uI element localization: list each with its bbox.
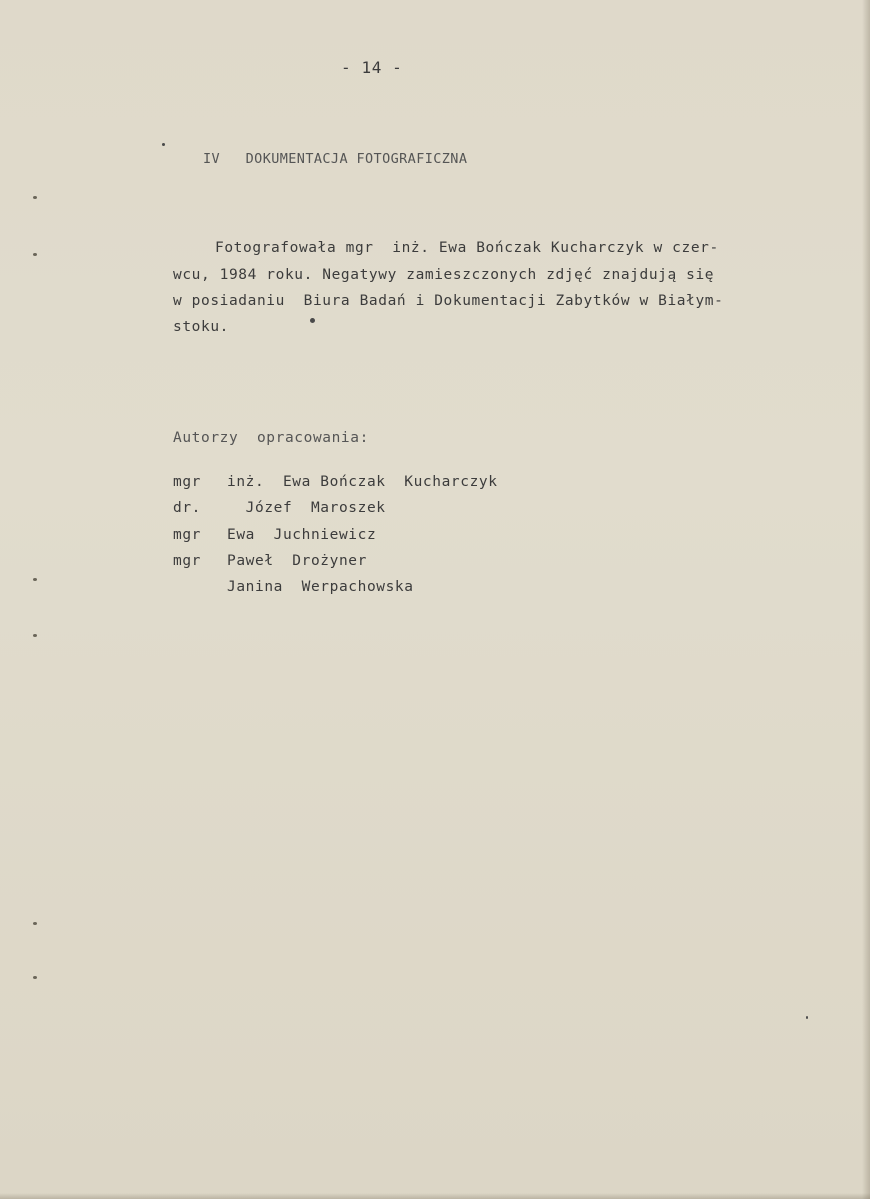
author-name: Józef Maroszek xyxy=(227,500,386,516)
ink-speck xyxy=(310,318,315,323)
author-title: dr. xyxy=(173,500,201,516)
author-title: mgr xyxy=(173,553,201,569)
paragraph-line: wcu, 1984 roku. Negatywy zamieszczonych zdjęć znajdują się xyxy=(173,267,715,283)
section-title: IV DOKUMENTACJA FOTOGRAFICZNA xyxy=(203,151,468,167)
binding-hole-mark xyxy=(33,922,37,925)
author-row xyxy=(173,474,498,490)
authors-heading: Autorzy opracowania: xyxy=(173,430,369,446)
binding-hole-mark xyxy=(33,976,37,979)
binding-hole-mark xyxy=(33,634,37,637)
paragraph-line: w posiadaniu Biura Badań i Dokumentacji Zabytków w Białym- xyxy=(173,293,724,309)
ink-speck xyxy=(162,143,165,146)
author-name: Paweł Drożyner xyxy=(227,553,367,569)
author-name: Janina Werpachowska xyxy=(227,579,414,595)
author-title: mgr xyxy=(173,474,201,490)
paragraph-line: Fotografowała mgr inż. Ewa Bończak Kucharczyk w czer- xyxy=(215,240,719,256)
page-number: - 14 - xyxy=(341,58,403,77)
binding-hole-mark xyxy=(33,196,37,199)
author-title: mgr xyxy=(173,527,201,543)
author-row xyxy=(173,527,376,543)
binding-hole-mark xyxy=(33,253,37,256)
binding-hole-mark xyxy=(33,578,37,581)
author-row xyxy=(173,579,414,595)
author-name: Ewa Juchniewicz xyxy=(227,527,377,543)
author-row xyxy=(173,500,386,516)
author-row xyxy=(173,553,367,569)
ink-speck xyxy=(806,1016,808,1019)
page-edge-shadow xyxy=(862,0,870,1199)
author-name: inż. Ewa Bończak Kucharczyk xyxy=(227,474,498,490)
paragraph-line: stoku. xyxy=(173,319,229,335)
page-bottom-shadow xyxy=(0,1193,870,1199)
